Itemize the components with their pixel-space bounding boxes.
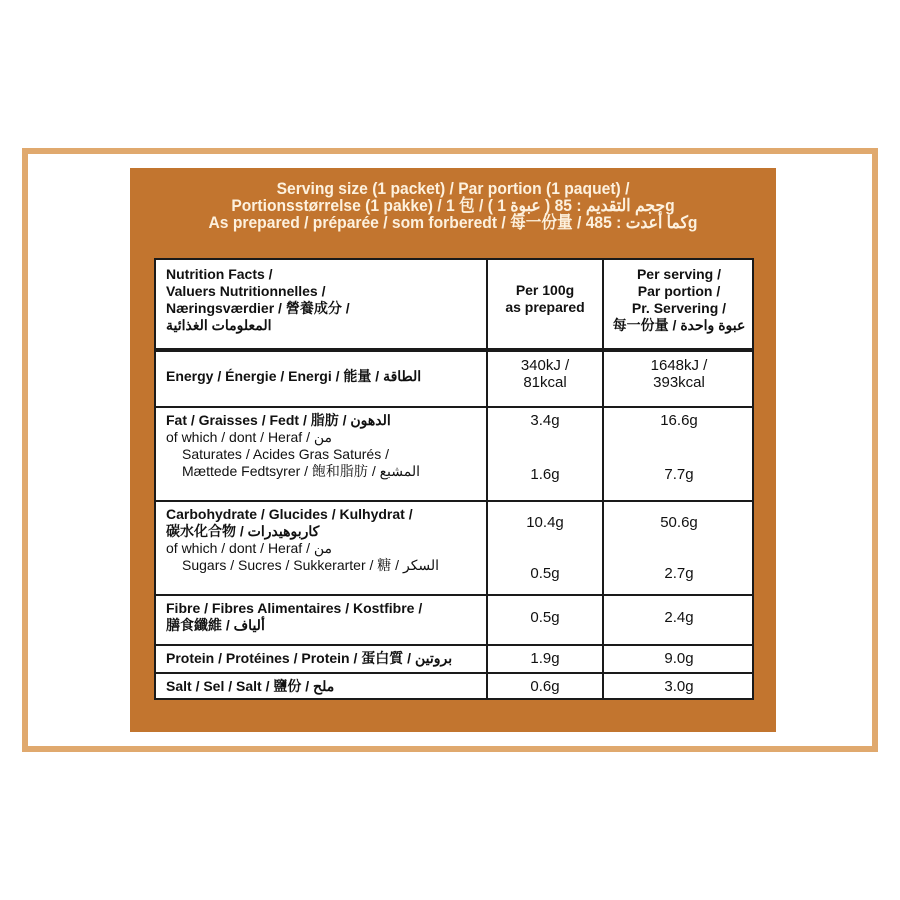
heading-line: Næringsværdier / 營養成分 / — [166, 300, 350, 316]
protein-per-serving: 9.0g — [664, 650, 694, 667]
carbohydrate-label-text: Carbohydrate / Glucides / Kulhydrat / — [166, 506, 413, 522]
sugars-per-100g: 0.5g — [530, 565, 560, 582]
protein-label-text: Protein / Protéines / Protein / 蛋白質 / بروتين — [166, 650, 453, 666]
column-divider-2 — [602, 260, 604, 698]
fibre-label-text: 膳食纖維 / ألياف — [166, 617, 265, 633]
salt-per-serving: 3.0g — [664, 678, 694, 695]
value: 1648kJ / — [650, 357, 708, 374]
heading-line: Per serving / — [636, 266, 722, 282]
energy-label — [166, 368, 421, 385]
energy-per-serving — [606, 357, 752, 391]
carbohydrate-label — [166, 506, 482, 574]
fibre-label — [166, 600, 482, 634]
value: 340kJ / — [520, 357, 570, 374]
fat-label — [166, 412, 482, 480]
sugars-label: Sugars / Sucres / Sukkerarter / 糖 / السكر — [182, 557, 440, 573]
salt-per-100g: 0.6g — [530, 678, 560, 695]
carbohydrate-per-serving: 50.6g — [660, 514, 698, 531]
row-divider — [156, 644, 752, 646]
heading-line: المعلومات الغذائية — [166, 317, 272, 333]
nutrition-facts-heading — [166, 266, 482, 334]
fibre-label-text: Fibre / Fibres Alimentaires / Kostfibre / — [166, 600, 423, 616]
serving-size-line-2: Portionsstørrelse (1 pakke) / 1 包 / ( 1 عبوة ) حجم التقديم : 85g — [231, 196, 675, 215]
header-divider — [156, 348, 752, 352]
row-divider — [156, 500, 752, 502]
saturates-per-100g: 1.6g — [530, 466, 560, 483]
nutrition-table — [154, 258, 754, 700]
fat-label-text: Fat / Graisses / Fedt / 脂肪 / الدهون — [166, 412, 391, 428]
of-which-label: of which / dont / Heraf / من — [166, 429, 333, 445]
per-100g-heading — [490, 282, 600, 316]
protein-label — [166, 650, 482, 667]
salt-label-text: Salt / Sel / Salt / 鹽份 / ملح — [166, 678, 335, 694]
heading-line: 每一份量 / عبوة واحدة — [612, 317, 746, 333]
energy-per-100g — [490, 357, 600, 391]
row-divider — [156, 406, 752, 408]
fibre-per-serving: 2.4g — [664, 609, 694, 626]
heading-line: Par portion / — [637, 283, 721, 299]
serving-size-header — [156, 180, 750, 231]
heading-line: Per 100g — [515, 282, 575, 298]
carbohydrate-per-100g: 10.4g — [526, 514, 564, 531]
value: 393kcal — [653, 374, 705, 391]
energy-label-text: Energy / Énergie / Energi / 能量 / الطاقة — [166, 368, 422, 384]
per-serving-heading — [606, 266, 752, 334]
salt-label — [166, 678, 482, 695]
as-prepared-line: As prepared / préparée / som forberedt / 每一份量 / كما أعدت : 485g — [208, 213, 698, 232]
row-divider — [156, 594, 752, 596]
sugars-per-serving: 2.7g — [664, 565, 694, 582]
saturates-label: Saturates / Acides Gras Saturés / — [182, 446, 389, 462]
heading-line: Pr. Servering / — [631, 300, 727, 316]
row-divider — [156, 672, 752, 674]
of-which-label: of which / dont / Heraf / من — [166, 540, 333, 556]
heading-line: Valuers Nutritionnelles / — [166, 283, 326, 299]
saturates-per-serving: 7.7g — [664, 466, 694, 483]
column-divider-1 — [486, 260, 488, 698]
fat-per-100g: 3.4g — [530, 412, 560, 429]
nutrition-panel — [130, 168, 776, 732]
fibre-per-100g: 0.5g — [530, 609, 560, 626]
carbohydrate-label-text: 碳水化合物 / كاربوهيدرات — [166, 523, 320, 539]
value: 81kcal — [523, 374, 567, 391]
serving-size-line-1: Serving size (1 packet) / Par portion (1 paquet) / — [276, 179, 630, 198]
protein-per-100g: 1.9g — [530, 650, 560, 667]
fat-per-serving: 16.6g — [660, 412, 698, 429]
heading-line: as prepared — [505, 299, 585, 315]
saturates-label: Mættede Fedtsyrer / 飽和脂肪 / المشبع — [182, 463, 421, 479]
heading-line: Nutrition Facts / — [166, 266, 273, 282]
